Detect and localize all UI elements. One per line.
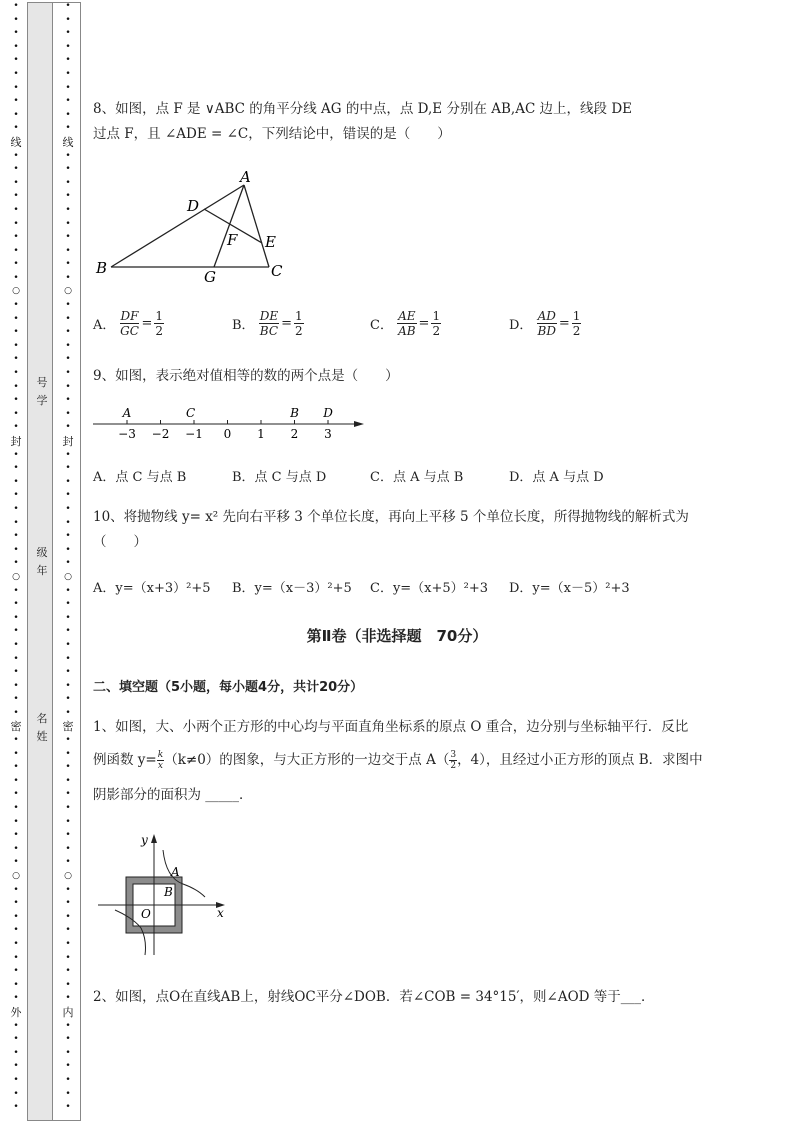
label-E: E <box>265 233 276 251</box>
q9opts-option: D．点 A 与点 D <box>509 470 604 485</box>
label-A-point: A <box>171 865 180 879</box>
inner-dot: • <box>65 531 71 542</box>
outer-dot: • <box>13 993 19 1004</box>
outer-dot: • <box>13 28 19 39</box>
outer-dot: • <box>13 55 19 66</box>
inner-dot: • <box>65 544 71 555</box>
outer-mark: 密 <box>10 720 22 734</box>
inner-dot: • <box>65 735 71 746</box>
outer-dot: • <box>13 232 19 243</box>
outer-dot: • <box>13 96 19 107</box>
outer-dot: • <box>13 707 19 718</box>
outer-dot: • <box>13 898 19 909</box>
label-A: A <box>240 168 251 186</box>
outer-dot: • <box>13 503 19 514</box>
number-line-point-label: D <box>323 406 333 420</box>
outer-dot: • <box>13 150 19 161</box>
inner-dot: • <box>65 1 71 11</box>
outer-dot: • <box>13 1088 19 1099</box>
inner-dot: • <box>65 911 71 922</box>
section-title: 第Ⅱ卷（非选择题 70分） <box>306 627 488 645</box>
inner-dot: • <box>65 1074 71 1085</box>
outer-dot: • <box>13 544 19 555</box>
outer-dot: • <box>13 667 19 678</box>
outer-dot: • <box>13 245 19 256</box>
inner-dot: • <box>65 680 71 691</box>
outer-dot: • <box>13 381 19 392</box>
label-C: C <box>271 262 283 280</box>
outer-dot: • <box>13 884 19 895</box>
inner-dot: • <box>65 938 71 949</box>
inner-dot: • <box>65 789 71 800</box>
outer-dot: • <box>13 1 19 11</box>
q10opts-option: C．y=（x+5）²+3 <box>370 581 489 596</box>
inner-dot: • <box>65 28 71 39</box>
field-grade: 级 年 <box>36 546 48 577</box>
outer-dot: • <box>13 775 19 786</box>
f1-text-line3: 阴影部分的面积为 _____． <box>93 787 253 803</box>
outer-dot: • <box>13 843 19 854</box>
number-line-tick-label: −2 <box>151 427 170 441</box>
inner-dot: • <box>65 41 71 52</box>
outer-dot: • <box>13 463 19 474</box>
inner-dot: • <box>65 993 71 1004</box>
inner-mark: ○ <box>64 871 72 881</box>
outer-mark: 线 <box>10 135 22 149</box>
inner-mark: ○ <box>64 286 72 297</box>
q9opts-option: C．点 A 与点 B <box>370 470 464 485</box>
outer-dot: • <box>13 531 19 542</box>
inner-mark: ○ <box>64 571 72 582</box>
outer-mark: ○ <box>12 571 20 582</box>
inner-dot: • <box>65 707 71 718</box>
outer-dot: • <box>13 354 19 365</box>
inner-dot: • <box>65 300 71 311</box>
inner-dot: • <box>65 272 71 283</box>
f1-text-line2: 例函数 y= $\frac{k}{x}$ （k≠0）的图象，与大正方形的一边交于点 A（ $\frac{3}{2}$ ，4），且经过小正方形的顶点 B．求图中 <box>93 750 703 771</box>
outer-dot: • <box>13 300 19 311</box>
inner-dot: • <box>65 123 71 134</box>
inner-dot: • <box>65 476 71 487</box>
inner-dot: • <box>65 1088 71 1099</box>
q9-text: 9、如图，表示绝对值相等的数的两个点是（ ） <box>93 368 399 384</box>
inner-mark: 密 <box>62 720 74 734</box>
outer-dot: • <box>13 911 19 922</box>
inner-dot: • <box>65 408 71 419</box>
inner-dot: • <box>65 14 71 25</box>
outer-dot: • <box>13 966 19 977</box>
inner-dot: • <box>65 313 71 324</box>
inner-dot: • <box>65 966 71 977</box>
q8-triangle-figure <box>93 165 293 290</box>
outer-dot: • <box>13 735 19 746</box>
outer-dot: • <box>13 1061 19 1072</box>
inner-dot: • <box>65 599 71 610</box>
inner-dot: • <box>65 762 71 773</box>
inner-dot: • <box>65 748 71 759</box>
outer-dot: • <box>13 422 19 433</box>
outer-dot: • <box>13 762 19 773</box>
label-D: D <box>187 197 200 215</box>
inner-dot: • <box>65 232 71 243</box>
outer-dot: • <box>13 204 19 215</box>
inner-dot: • <box>65 667 71 678</box>
outer-dot: • <box>13 490 19 501</box>
outer-dot: • <box>13 979 19 990</box>
inner-dot: • <box>65 857 71 868</box>
outer-dot: • <box>13 517 19 528</box>
inner-dot: • <box>65 1102 71 1113</box>
q10opts-option: D．y=（x－5）²+3 <box>509 581 630 596</box>
f1-squares-figure <box>93 830 233 960</box>
outer-dot: • <box>13 748 19 759</box>
outer-dot: • <box>13 449 19 460</box>
outer-mark: 外 <box>10 1005 22 1019</box>
inner-dot: • <box>65 884 71 895</box>
inner-dot: • <box>65 775 71 786</box>
number-line-point-label: A <box>122 406 132 420</box>
outer-dot: • <box>13 123 19 134</box>
outer-dot: • <box>13 68 19 79</box>
inner-dot: • <box>65 830 71 841</box>
inner-dot: • <box>65 490 71 501</box>
outer-dot: • <box>13 272 19 283</box>
inner-dot: • <box>65 381 71 392</box>
inner-dot: • <box>65 164 71 175</box>
q8-option: A． $\frac{DF}{GC}$ = $\frac{1}{2}$ <box>93 309 164 338</box>
f2-text: 2、如图，点O在直线AB上，射线OC平分∠DOB．若∠COB = 34°15′，则∠AOD 等于___． <box>93 989 655 1005</box>
outer-dot: • <box>13 585 19 596</box>
inner-dot: • <box>65 803 71 814</box>
inner-dot: • <box>65 517 71 528</box>
inner-dot: • <box>65 191 71 202</box>
outer-mark: ○ <box>12 286 20 297</box>
outer-dot: • <box>13 476 19 487</box>
inner-dot: • <box>65 952 71 963</box>
outer-dot: • <box>13 395 19 406</box>
inner-dot: • <box>65 340 71 351</box>
number-line-point-label: C <box>186 406 196 420</box>
outer-dot: • <box>13 925 19 936</box>
inner-dot: • <box>65 204 71 215</box>
field-name: 名 姓 <box>36 712 48 743</box>
outer-dot: • <box>13 177 19 188</box>
inner-dot: • <box>65 150 71 161</box>
inner-dot: • <box>65 463 71 474</box>
label-G: G <box>204 268 216 286</box>
outer-dot-column <box>10 0 22 1123</box>
label-x: x <box>217 906 224 920</box>
inner-dot: • <box>65 1034 71 1045</box>
inner-dot: • <box>65 109 71 120</box>
outer-dot: • <box>13 680 19 691</box>
outer-dot: • <box>13 368 19 379</box>
number-line-tick-label: −3 <box>118 427 136 441</box>
section-subtitle: 二、填空题（5小题，每小题4分，共计20分） <box>93 680 364 695</box>
inner-dot: • <box>65 354 71 365</box>
q8-text-line1: 8、如图，点 F 是 ∨ABC 的角平分线 AG 的中点，点 D,E 分别在 AB,AC 边上，线段 DE <box>93 101 633 117</box>
inner-dot: • <box>65 694 71 705</box>
outer-dot: • <box>13 694 19 705</box>
inner-dot: • <box>65 96 71 107</box>
inner-dot: • <box>65 68 71 79</box>
outer-dot: • <box>13 14 19 25</box>
label-y: y <box>141 833 148 847</box>
inner-dot: • <box>65 177 71 188</box>
number-line-tick-label: 0 <box>223 427 232 441</box>
label-F: F <box>227 231 238 249</box>
outer-mark: 封 <box>10 435 22 448</box>
inner-mark: 内 <box>62 1005 74 1019</box>
inner-dot: • <box>65 816 71 827</box>
number-line-point-label: B <box>290 406 299 420</box>
q10-text-line2: （ ） <box>93 534 147 550</box>
f1-text-line1: 1、如图，大、小两个正方形的中心均与平面直角坐标系的原点 O 重合，边分别与坐标轴平行．反比 <box>93 719 689 735</box>
outer-dot: • <box>13 830 19 841</box>
q8-option: D． $\frac{AD}{BD}$ = $\frac{1}{2}$ <box>509 309 581 338</box>
q9opts-option: A．点 C 与点 B <box>93 470 187 485</box>
inner-dot: • <box>65 843 71 854</box>
outer-dot: • <box>13 1047 19 1058</box>
inner-dot-column <box>62 0 74 1123</box>
inner-dot: • <box>65 639 71 650</box>
q10opts-option: B．y=（x－3）²+5 <box>232 581 352 596</box>
outer-dot: • <box>13 340 19 351</box>
outer-dot: • <box>13 558 19 569</box>
inner-dot: • <box>65 422 71 433</box>
outer-dot: • <box>13 218 19 229</box>
binding-margin <box>0 0 82 1123</box>
outer-dot: • <box>13 109 19 120</box>
q9-number-line <box>90 402 370 444</box>
outer-mark: ○ <box>12 871 20 881</box>
outer-dot: • <box>13 938 19 949</box>
outer-dot: • <box>13 816 19 827</box>
outer-dot: • <box>13 639 19 650</box>
inner-dot: • <box>65 245 71 256</box>
outer-dot: • <box>13 408 19 419</box>
outer-dot: • <box>13 626 19 637</box>
inner-mark: 封 <box>62 435 74 448</box>
field-student-number: 号 学 <box>36 376 48 407</box>
outer-dot: • <box>13 1020 19 1031</box>
outer-dot: • <box>13 164 19 175</box>
label-B: B <box>96 259 108 277</box>
inner-dot: • <box>65 898 71 909</box>
outer-dot: • <box>13 41 19 52</box>
inner-dot: • <box>65 925 71 936</box>
inner-dot: • <box>65 612 71 623</box>
q8-option: C． $\frac{AE}{AB}$ = $\frac{1}{2}$ <box>370 309 441 338</box>
label-B-point: B <box>164 885 173 899</box>
q8-option: B． $\frac{DE}{BC}$ = $\frac{1}{2}$ <box>232 309 303 338</box>
outer-dot: • <box>13 952 19 963</box>
number-line-tick-label: 2 <box>290 427 299 441</box>
outer-dot: • <box>13 191 19 202</box>
outer-dot: • <box>13 789 19 800</box>
inner-mark: 线 <box>62 135 74 149</box>
number-line-tick-label: 3 <box>324 427 332 441</box>
q9opts-option: B．点 C 与点 D <box>232 470 327 485</box>
outer-dot: • <box>13 1034 19 1045</box>
inner-dot: • <box>65 1061 71 1072</box>
inner-dot: • <box>65 1047 71 1058</box>
outer-dot: • <box>13 82 19 93</box>
outer-dot: • <box>13 803 19 814</box>
inner-dot: • <box>65 1020 71 1031</box>
label-O: O <box>141 907 151 921</box>
outer-dot: • <box>13 599 19 610</box>
number-line-tick-label: 1 <box>257 427 265 441</box>
outer-dot: • <box>13 259 19 270</box>
outer-dot: • <box>13 327 19 338</box>
inner-dot: • <box>65 82 71 93</box>
outer-dot: • <box>13 1074 19 1085</box>
q10-text-line1: 10、将抛物线 y= x² 先向右平移 3 个单位长度，再向上平移 5 个单位长度，所得抛物线的解析式为 <box>93 509 689 525</box>
inner-dot: • <box>65 327 71 338</box>
inner-dot: • <box>65 395 71 406</box>
inner-dot: • <box>65 558 71 569</box>
q10opts-option: A．y=（x+3）²+5 <box>93 581 211 596</box>
inner-dot: • <box>65 218 71 229</box>
inner-dot: • <box>65 626 71 637</box>
inner-dot: • <box>65 585 71 596</box>
outer-dot: • <box>13 857 19 868</box>
inner-dot: • <box>65 55 71 66</box>
inner-dot: • <box>65 259 71 270</box>
outer-dot: • <box>13 612 19 623</box>
outer-dot: • <box>13 313 19 324</box>
number-line-tick-label: −1 <box>185 427 203 441</box>
inner-dot: • <box>65 368 71 379</box>
inner-dot: • <box>65 449 71 460</box>
outer-dot: • <box>13 653 19 664</box>
inner-dot: • <box>65 653 71 664</box>
inner-dot: • <box>65 503 71 514</box>
inner-dot: • <box>65 979 71 990</box>
outer-dot: • <box>13 1102 19 1113</box>
q8-text-line2: 过点 F，且 ∠ADE = ∠C，下列结论中，错误的是（ ） <box>93 126 451 142</box>
